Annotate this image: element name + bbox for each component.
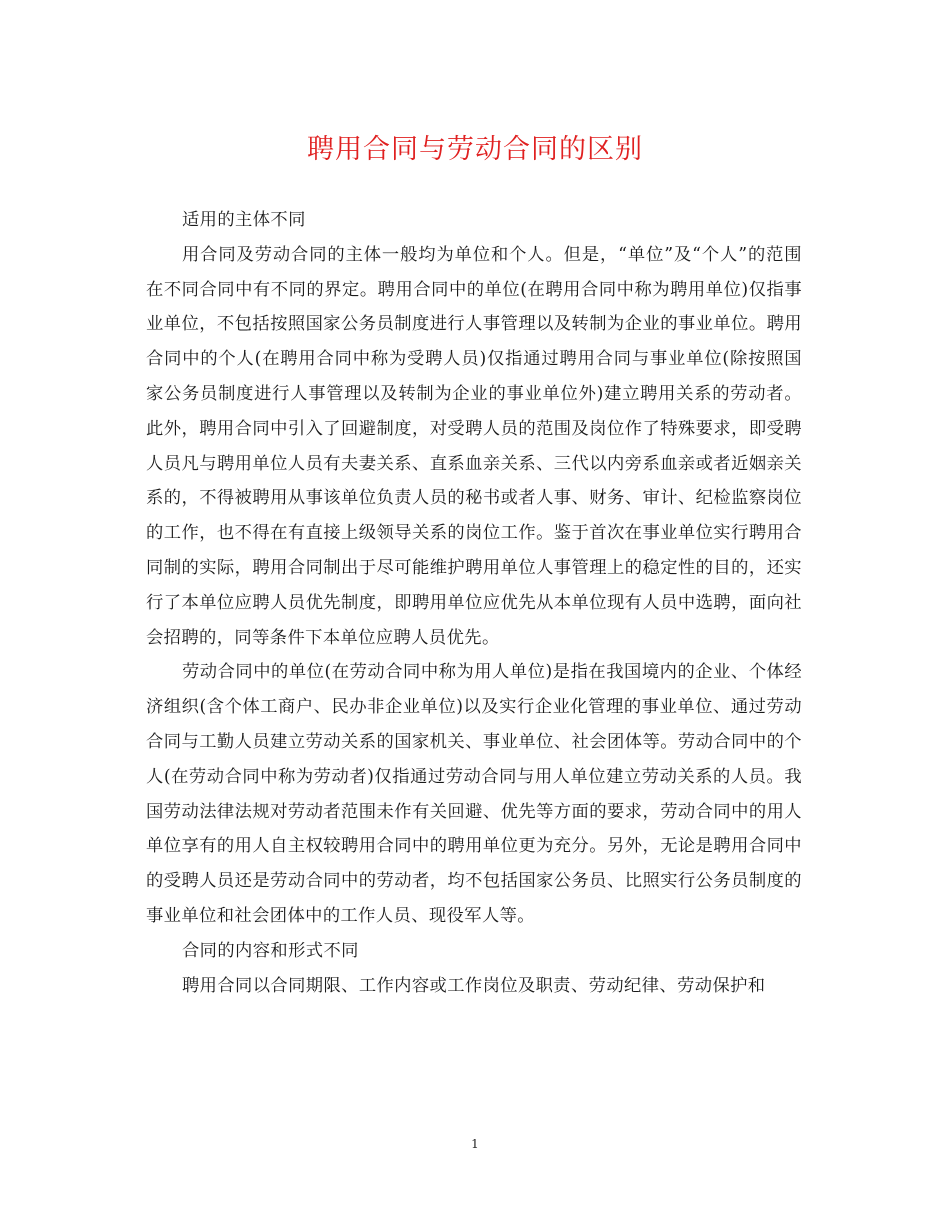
paragraph-employment-contract-subject: 用合同及劳动合同的主体一般均为单位和个人。但是，“单位”及“个人”的范围在不同合同中有不同的界定。聘用合同中的单位(在聘用合同中称为聘用单位)仅指事业单位，不包括按照国家公务员制度进行人事管理以及转制为企业的事业单位。聘用合同中的个人(在聘用合同中称为受聘人员)仅指通过聘用合同与事业单位(除按照国家公务员制度进行人事管理以及转制为企业的事业单位外)建立聘用关系的劳动者。此外，聘用合同中引入了回避制度，对受聘人员的范围及岗位作了特殊要求，即受聘人员凡与聘用单位人员有夫妻关系、直系血亲关系、三代以内旁系血亲或者近姻亲关系的，不得被聘用从事该单位负责人员的秘书或者人事、财务、审计、纪检监察岗位的工作，也不得在有直接上级领导关系的岗位工作。鉴于首次在事业单位实行聘用合同制的实际，聘用合同制出于尽可能维护聘用单位人事管理上的稳定性的目的，还实行了本单位应聘人员优先制度，即聘用单位应优先从本单位现有人员中选聘，面向社会招聘的，同等条件下本单位应聘人员优先。 xyxy=(146,244,802,648)
document-body xyxy=(146,203,802,1003)
paragraph-labor-contract-subject: 劳动合同中的单位(在劳动合同中称为用人单位)是指在我国境内的企业、个体经济组织(含个体工商户、民办非企业单位)以及实行企业化管理的事业单位、通过劳动合同与工勤人员建立劳动关系的国家机关、事业单位、社会团体等。劳动合同中的个人(在劳动合同中称为劳动者)仅指通过劳动合同与用人单位建立劳动关系的人员。我国劳动法律法规对劳动者范围未作有关回避、优先等方面的要求，劳动合同中的用人单位享有的用人自主权较聘用合同中的聘用单位更为充分。另外，无论是聘用合同中的受聘人员还是劳动合同中的劳动者，均不包括国家公务员、比照实行公务员制度的事业单位和社会团体中的工作人员、现役军人等。 xyxy=(146,662,802,926)
section-heading-subject: 适用的主体不同 xyxy=(182,210,306,230)
page-number: 1 xyxy=(471,1137,479,1151)
document-title: 聘用合同与劳动合同的区别 xyxy=(307,134,643,165)
paragraph-content-form: 聘用合同以合同期限、工作内容或工作岗位及职责、劳动纪律、劳动保护和 xyxy=(182,975,766,996)
section-heading-content-form: 合同的内容和形式不同 xyxy=(182,940,359,961)
